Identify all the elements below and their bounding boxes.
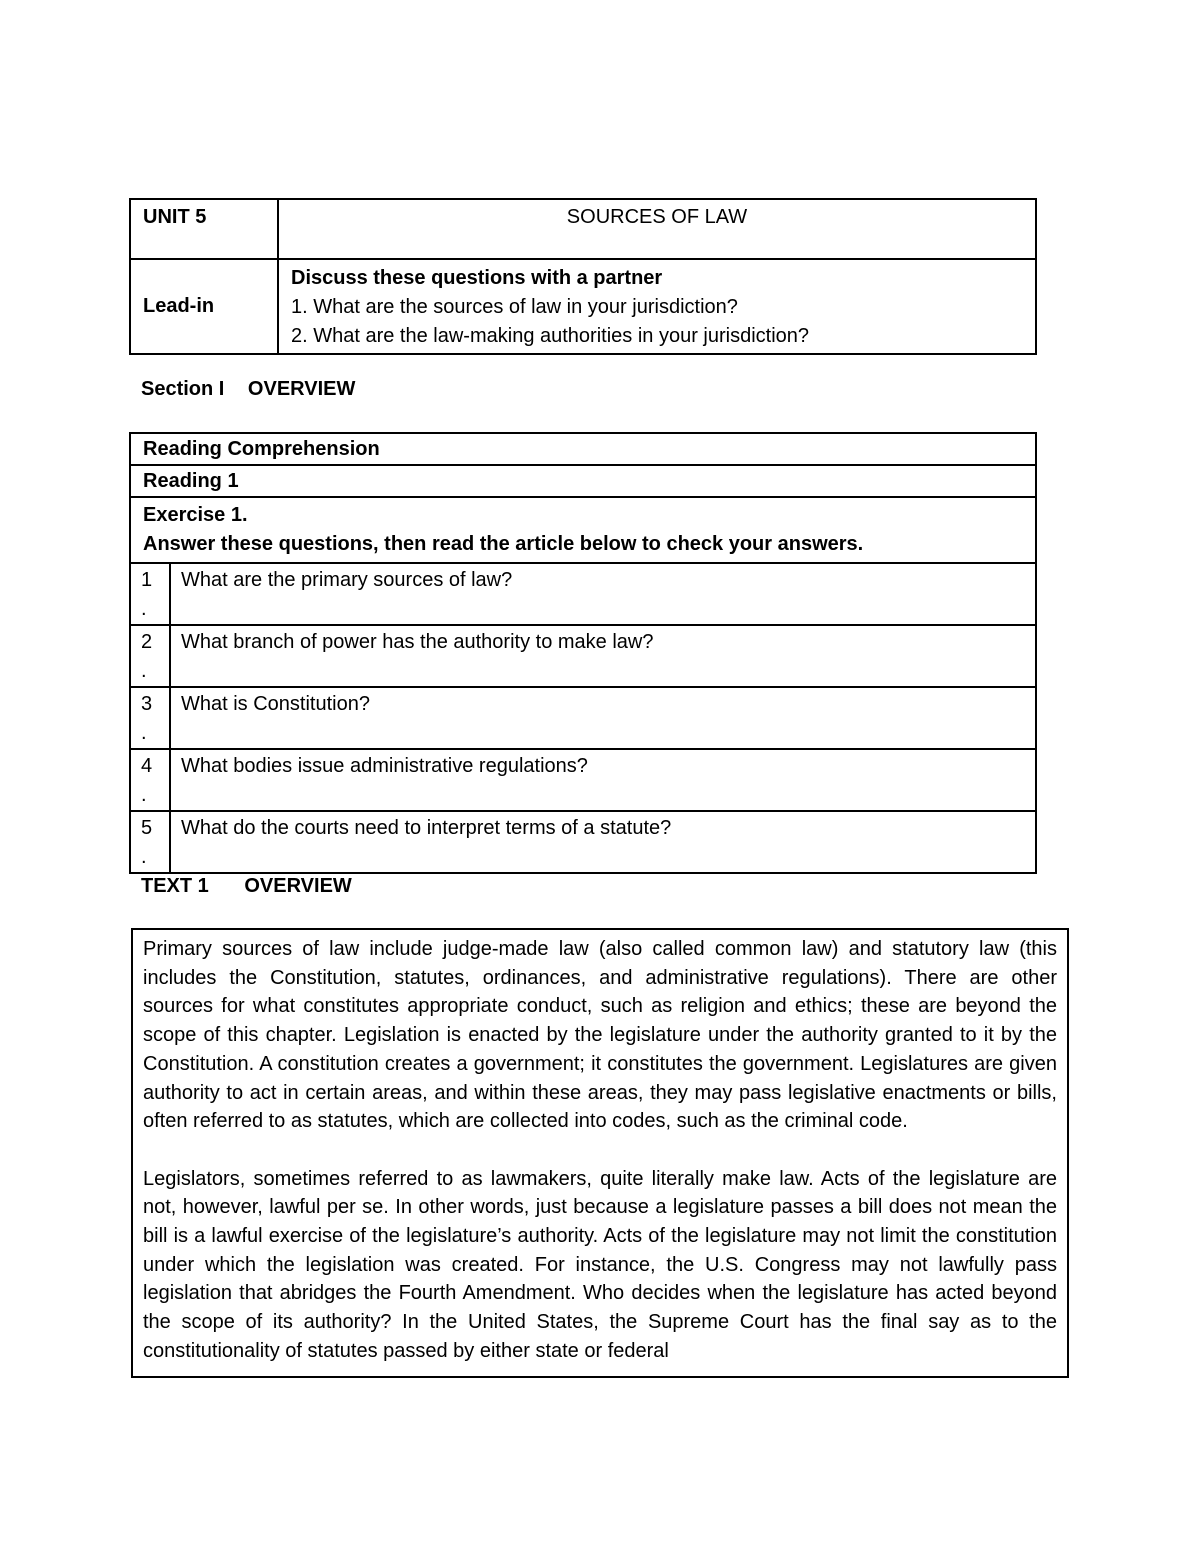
reading-table (129, 432, 1037, 874)
question-number: 4 . (130, 749, 170, 811)
exercise-cell (130, 497, 1036, 563)
reading-comprehension-label: Reading Comprehension (130, 433, 1036, 465)
text1-paragraph-2: Legislators, sometimes referred to as lawmakers, quite literally make law. Acts of the legislature are not, however, lawful per se. In other words, just because a legislature passes a bill does not mean the bill is a lawful exercise of the legislature’s authority. Acts of the legislature may not limit the constitution under which the legislation was created. For instance, the U.S. Congress may not lawfully pass legislation that abridges the Fourth Amendment. Who decides when the legislature has acted beyond the scope of its authority? In the United States, the Supreme Court has the final say as to the constitutionality of statutes passed by either state or federal (143, 1167, 1057, 1362)
unit-label: UNIT 5 (130, 199, 278, 259)
question-text: What branch of power has the authority to make law? (170, 625, 1036, 687)
text1-number: TEXT 1 (141, 875, 209, 897)
text1-heading (141, 875, 352, 898)
leadin-row (130, 259, 1036, 354)
unit-row (130, 199, 1036, 259)
exercise-title: Exercise 1. (143, 504, 248, 526)
question-text: What are the primary sources of law? (170, 563, 1036, 625)
leadin-body (278, 259, 1036, 354)
reading-comprehension-row (130, 433, 1036, 465)
question-row (130, 811, 1036, 873)
unit-table (129, 198, 1037, 355)
unit-title: SOURCES OF LAW (278, 199, 1036, 259)
reading-1-label: Reading 1 (130, 465, 1036, 497)
reading-1-row (130, 465, 1036, 497)
text1-paragraph-1: Primary sources of law include judge-made law (also called common law) and statutory law (this includes the Constitution, statutes, ordinances, and administrative regulations). There are other sources for what constitutes appropriate conduct, such as religion and ethics; these are beyond the scope of this chapter. Legislation is enacted by the legislature under the authority granted to it by the Constitution. A constitution creates a government; it constitutes the government. Legislatures are given authority to act in certain areas, and within these areas, they may pass legislative enactments or bills, often referred to as statutes, which are collected into codes, such as the criminal code. (143, 938, 1057, 1133)
question-text: What do the courts need to interpret terms of a statute? (170, 811, 1036, 873)
section-heading (141, 378, 355, 401)
section-number: Section I (141, 378, 225, 400)
question-row (130, 749, 1036, 811)
question-row (130, 625, 1036, 687)
text1-title: OVERVIEW (244, 875, 352, 897)
question-number: 1 . (130, 563, 170, 625)
leadin-label: Lead-in (130, 259, 278, 354)
question-number: 2 . (130, 625, 170, 687)
section-title: OVERVIEW (247, 378, 356, 400)
question-number: 3 . (130, 687, 170, 749)
question-text: What bodies issue administrative regulations? (170, 749, 1036, 811)
leadin-question-2: 2. What are the law-making authorities in your jurisdiction? (291, 325, 810, 347)
question-row (130, 563, 1036, 625)
leadin-question-1: 1. What are the sources of law in your jurisdiction? (291, 296, 738, 318)
question-row (130, 687, 1036, 749)
question-text: What is Constitution? (170, 687, 1036, 749)
exercise-instruction: Answer these questions, then read the article below to check your answers. (143, 533, 864, 555)
text1-box (131, 928, 1069, 1378)
leadin-heading: Discuss these questions with a partner (291, 267, 663, 289)
exercise-row (130, 497, 1036, 563)
question-number: 5 . (130, 811, 170, 873)
